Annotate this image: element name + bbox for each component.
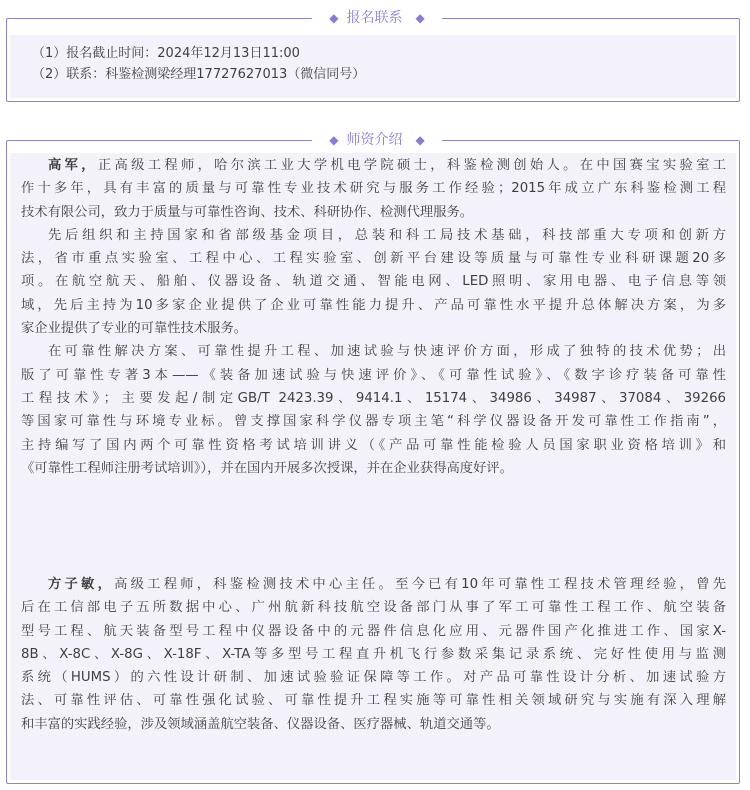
registration-title-box	[312, 7, 442, 29]
bio-line: 主持编写了国内两个可靠性资格考试培训讲义（《产品可靠性能检验人员国家职业资格培训》和	[21, 437, 726, 453]
bio-line: 高军，正高级工程师，哈尔滨工业大学机电学院硕士，科鉴检测创始人。在中国赛宝实验室工	[48, 158, 726, 173]
registration-contact: （2）联系：科鉴检测梁经理17727627013（微信同号）	[32, 67, 366, 82]
registration-contact-lines	[32, 43, 365, 85]
bio-line: 法、可靠性评估、可靠性强化试验、可靠性提升工程实施等可靠性相关领域研究与实施有深入理解	[21, 693, 726, 709]
registration-section	[6, 7, 740, 102]
faculty-section	[6, 129, 740, 784]
bio-line: 8B、X-8C、X-8G、X-18F、X-TA等多型号工程直升机飞行参数采集记录系统、完好性使用与监测	[21, 646, 726, 662]
bio-line: 法，省市重点实验室、工程中心、工程实验室、创新平台建设等质量与可靠性专业科研课题20多	[21, 251, 726, 267]
registration-title: 报名联系	[346, 10, 403, 26]
bio-line: 作十多年，具有丰富的质量与可靠性专业技术研究与服务工作经验；2015年成立广东科鉴检测工程	[21, 181, 726, 197]
bio-line: 系统（HUMS）的六性设计研制、加速试验验证保障等工作。对产品可靠性设计分析、加速试验方	[21, 670, 726, 686]
faculty-bio-1	[21, 154, 726, 480]
bio-line: 型号工程、航天装备型号工程中仪器设备中的元器件信息化应用、元器件国产化推进工作、国家X-	[21, 623, 726, 639]
diamond-icon: ◆	[329, 133, 339, 147]
faculty-title-box	[312, 129, 442, 151]
bio-line: 后在工信部电子五所数据中心、广州航新科技航空设备部门从事了军工可靠性工程工作、航空装备	[21, 600, 726, 616]
diamond-icon: ◆	[329, 11, 339, 25]
bio-line: 家企业提供了专业的可靠性技术服务。	[21, 321, 248, 337]
bio-line: 等国家可靠性与环境专业标。曾支撑国家科学仪器专项主笔“科学仪器设备开发可靠性工作指南”，	[21, 414, 726, 430]
diamond-icon: ◆	[415, 11, 425, 25]
bio-line: 先后组织和主持国家和省部级基金项目，总装和科工局技术基础，科技部重大专项和创新方	[48, 227, 726, 243]
bio-line: 项。在航空航天、船舶、仪器设备、轨道交通、智能电网、LED照明、家用电器、电子信息等领	[21, 274, 726, 290]
faculty-title: 师资介绍	[346, 132, 403, 148]
bio-line: 技术有限公司，致力于质量与可靠性咨询、技术、科研协作、检测代理服务。	[21, 204, 474, 220]
bio-line: 和丰富的实践经验，涉及领域涵盖航空装备、仪器设备、医疗器械、轨道交通等。	[21, 716, 500, 732]
person-name: 方子敏，	[48, 577, 115, 592]
bio-line: 在可靠性解决方案、可靠性提升工程、加速试验与快速评价方面，形成了独特的技术优势；出	[48, 344, 726, 360]
registration-title-row	[6, 7, 740, 29]
bio-line: 域，先后主持为10多家企业提供了企业可靠性能力提升、产品可靠性水平提升总体解决方案，为多	[21, 297, 726, 313]
registration-deadline: （1）报名截止时间：2024年12月13日11:00	[32, 46, 300, 61]
faculty-title-row	[6, 129, 740, 151]
diamond-icon: ◆	[415, 133, 425, 147]
faculty-bio-2	[21, 573, 726, 736]
bio-line: 方子敏，高级工程师，科鉴检测技术中心主任。至今已有10年可靠性工程技术管理经验，曾先	[48, 577, 726, 592]
bio-line: 《可靠性工程师注册考试培训》），并在国内开展多次授课，并在企业获得高度好评。	[21, 460, 513, 476]
person-name: 高军，	[48, 158, 98, 173]
bio-line: 版了可靠性专著3本——《装备加速试验与快速评价》、《可靠性试验》、《数字诊疗装备可靠性	[21, 367, 726, 383]
bio-line: 工程技术》；主要发起/制定GB/T 2423.39、9414.1、15174、34986、34987、37084、39266	[21, 390, 726, 406]
